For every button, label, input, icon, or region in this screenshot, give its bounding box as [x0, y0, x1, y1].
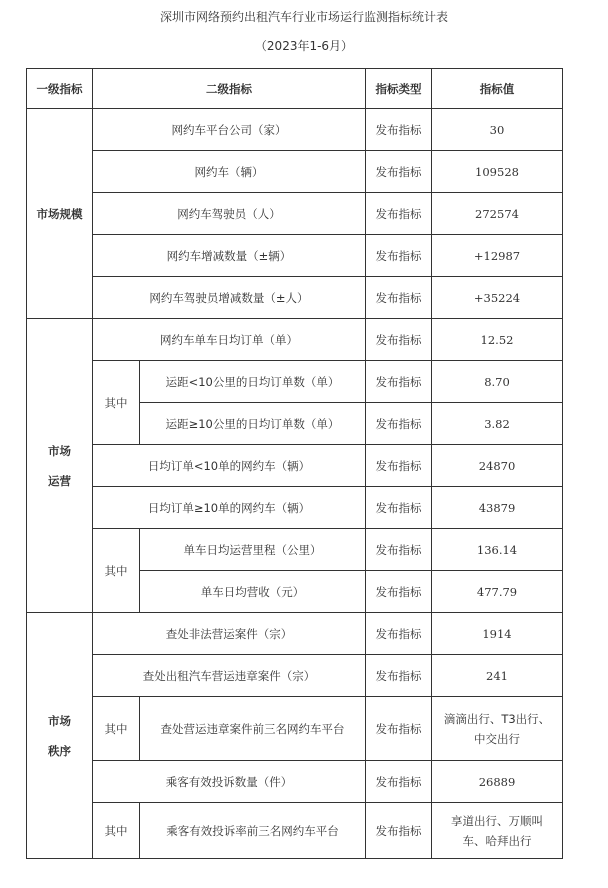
table-row: [27, 613, 563, 655]
indicator-name: 查处出租汽车营运违章案件（宗）: [93, 655, 366, 697]
indicator-name: 乘客有效投诉率前三名网约车平台: [140, 803, 366, 859]
indicator-value: 136.14: [432, 529, 563, 571]
indicator-value: 272574: [432, 193, 563, 235]
table-row: [27, 655, 563, 697]
indicator-value: 109528: [432, 151, 563, 193]
indicator-name: 乘客有效投诉数量（件）: [93, 761, 366, 803]
indicator-type: 发布指标: [366, 319, 432, 361]
indicator-type: 发布指标: [366, 697, 432, 761]
indicator-name: 查处营运违章案件前三名网约车平台: [140, 697, 366, 761]
indicator-type: 发布指标: [366, 403, 432, 445]
indicator-type: 发布指标: [366, 193, 432, 235]
indicator-type: 发布指标: [366, 235, 432, 277]
indicator-name: 查处非法营运案件（宗）: [93, 613, 366, 655]
table-row: [27, 697, 563, 761]
indicator-name: 网约车驾驶员增减数量（±人）: [93, 277, 366, 319]
header-level1: 一级指标: [27, 69, 93, 109]
table-row: [27, 235, 563, 277]
indicator-type: 发布指标: [366, 803, 432, 859]
table-row: [27, 277, 563, 319]
indicator-name: 单车日均营收（元）: [140, 571, 366, 613]
value-line: 中交出行: [474, 731, 520, 746]
sub-label: 其中: [93, 697, 140, 761]
indicator-type: 发布指标: [366, 151, 432, 193]
indicator-name: 单车日均运营里程（公里）: [140, 529, 366, 571]
value-line: 享道出行、万顺叫: [451, 813, 543, 828]
indicator-value: 12.52: [432, 319, 563, 361]
category-market-order: [27, 613, 93, 859]
indicator-value: 241: [432, 655, 563, 697]
indicator-name: 网约车增减数量（±辆）: [93, 235, 366, 277]
indicator-name: 网约车驾驶员（人）: [93, 193, 366, 235]
table-row: [27, 109, 563, 151]
indicator-name: 网约车平台公司（家）: [93, 109, 366, 151]
header-type: 指标类型: [366, 69, 432, 109]
indicator-value: 43879: [432, 487, 563, 529]
sub-label: 其中: [93, 361, 140, 445]
category-line: 运营: [48, 473, 71, 488]
indicator-value: 30: [432, 109, 563, 151]
indicator-type: 发布指标: [366, 361, 432, 403]
header-value: 指标值: [432, 69, 563, 109]
indicator-name: 日均订单<10单的网约车（辆）: [93, 445, 366, 487]
indicator-table: [26, 68, 563, 859]
table-row: [27, 193, 563, 235]
category-market-operation: [27, 319, 93, 613]
indicator-value: [432, 697, 563, 761]
category-market-scale: 市场规模: [27, 109, 93, 319]
indicator-value: +35224: [432, 277, 563, 319]
sub-label: 其中: [93, 803, 140, 859]
table-row: [27, 803, 563, 859]
value-line: 车、哈拜出行: [462, 833, 532, 848]
value-line: 滴滴出行、T3出行、: [443, 711, 551, 726]
indicator-type: 发布指标: [366, 277, 432, 319]
indicator-type: 发布指标: [366, 655, 432, 697]
table-row: [27, 361, 563, 403]
table-row: [27, 445, 563, 487]
indicator-name: 日均订单≥10单的网约车（辆）: [93, 487, 366, 529]
table-row: [27, 151, 563, 193]
indicator-type: 发布指标: [366, 571, 432, 613]
table-row: [27, 487, 563, 529]
indicator-type: 发布指标: [366, 761, 432, 803]
indicator-value: 26889: [432, 761, 563, 803]
header-row: [27, 69, 563, 109]
indicator-type: 发布指标: [366, 487, 432, 529]
indicator-value: 477.79: [432, 571, 563, 613]
table-row: [27, 529, 563, 571]
table-row: [27, 761, 563, 803]
category-line: 市场: [48, 713, 71, 728]
indicator-value: [432, 803, 563, 859]
indicator-value: 3.82: [432, 403, 563, 445]
page-title: 深圳市网络预约出租汽车行业市场运行监测指标统计表: [159, 10, 448, 24]
indicator-value: +12987: [432, 235, 563, 277]
sub-label: 其中: [93, 529, 140, 613]
indicator-value: 8.70: [432, 361, 563, 403]
page-subtitle: （2023年1-6月）: [254, 39, 354, 53]
indicator-name: 运距≥10公里的日均订单数（单）: [140, 403, 366, 445]
indicator-value: 1914: [432, 613, 563, 655]
indicator-type: 发布指标: [366, 445, 432, 487]
indicator-name: 网约车单车日均订单（单）: [93, 319, 366, 361]
indicator-name: 网约车（辆）: [93, 151, 366, 193]
header-level2: 二级指标: [93, 69, 366, 109]
table-row: [27, 319, 563, 361]
category-line: 市场: [48, 443, 71, 458]
indicator-type: 发布指标: [366, 529, 432, 571]
category-line: 秩序: [48, 743, 71, 758]
indicator-type: 发布指标: [366, 109, 432, 151]
indicator-name: 运距<10公里的日均订单数（单）: [140, 361, 366, 403]
indicator-type: 发布指标: [366, 613, 432, 655]
indicator-value: 24870: [432, 445, 563, 487]
